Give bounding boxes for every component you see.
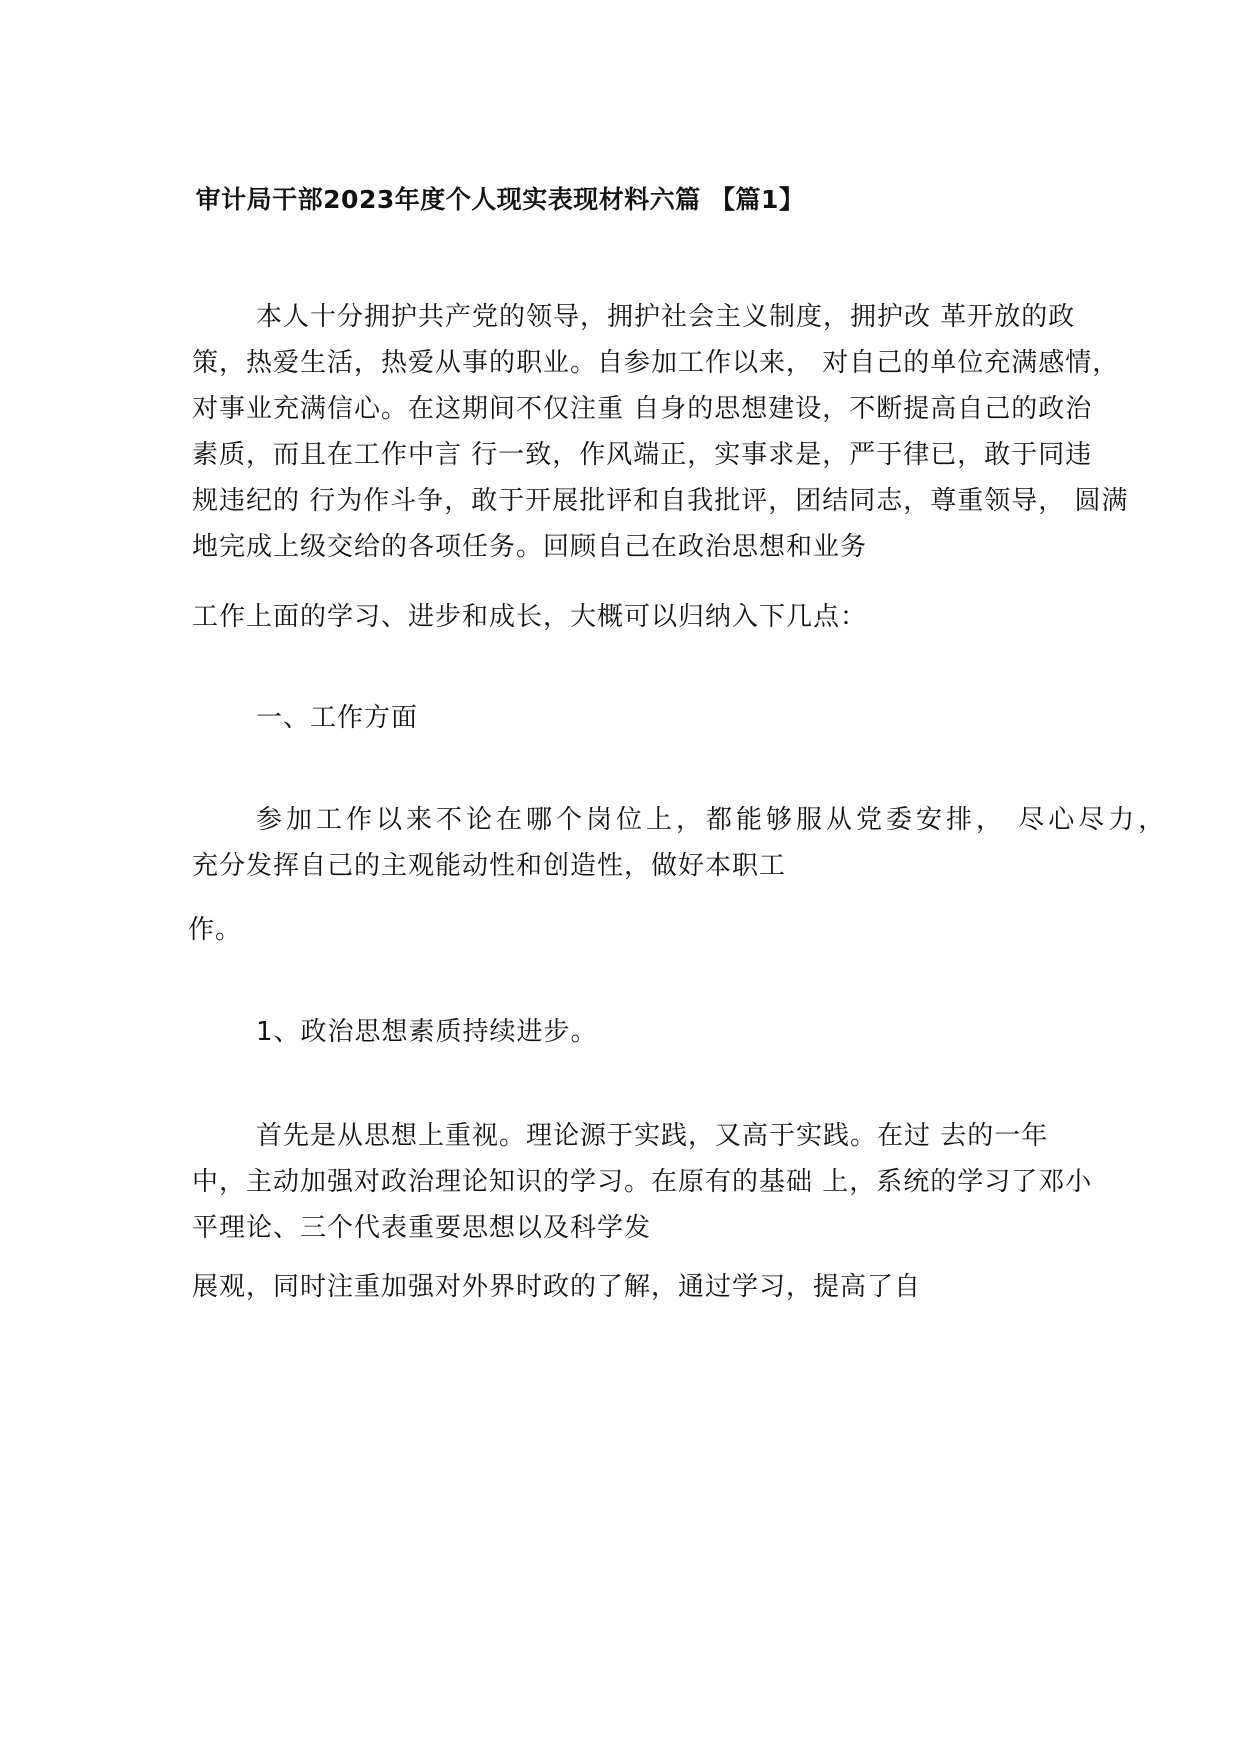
paragraph-3-line-1: 参加工作以来不论在哪个岗位上，都能够服从党委安排， 尽心尽力，	[256, 805, 1169, 835]
paragraph-1-line-3: 对事业充满信心。在这期间不仅注重 自身的思想建设，不断提高自己的政治	[192, 394, 1093, 424]
paragraph-1-line-2: 策，热爱生活，热爱从事的职业。自参加工作以来， 对自己的单位充满感情，	[192, 348, 1120, 378]
paragraph-1-line-6: 地完成上级交给的各项任务。回顾自己在政治思想和业务	[192, 532, 868, 562]
body-paragraph-3	[192, 797, 1169, 889]
subsection-heading-political-text: 1、政治思想素质持续进步。	[256, 1017, 598, 1047]
paragraph-4-line-1: 作。	[188, 915, 243, 945]
paragraph-2-line-1: 工作上面的学习、进步和成长，大概可以归纳入下几点：	[192, 602, 868, 632]
paragraph-6-line-1: 展观，同时注重加强对外界时政的了解，通过学习，提高了自	[192, 1272, 922, 1302]
paragraph-5-line-3: 平理论、三个代表重要思想以及科学发	[192, 1213, 652, 1243]
paragraph-3-line-2: 充分发挥自己的主观能动性和创造性，做好本职工	[192, 851, 787, 881]
body-paragraph-6	[192, 1264, 1072, 1310]
body-paragraph-5	[192, 1113, 1093, 1251]
paragraph-5-line-2: 中，主动加强对政治理论知识的学习。在原有的基础 上，系统的学习了邓小	[192, 1167, 1093, 1197]
paragraph-5-line-1: 首先是从思想上重视。理论源于实践，又高于实践。在过 去的一年	[256, 1121, 1049, 1151]
document-title: 审计局干部2023年度个人现实表现材料六篇 【篇1】	[195, 185, 805, 214]
subsection-heading-political	[192, 1009, 1072, 1055]
section-heading-work-text: 一、工作方面	[256, 703, 419, 733]
paragraph-1-line-4: 素质，而且在工作中言 行一致，作风端正，实事求是，严于律已，敢于同违	[192, 440, 1093, 470]
body-paragraph-2	[192, 594, 1072, 640]
body-paragraph-1	[192, 294, 1129, 570]
body-paragraph-4	[188, 907, 1068, 953]
paragraph-1-line-5: 规违纪的 行为作斗争，敢于开展批评和自我批评，团结同志，尊重领导， 圆满	[192, 486, 1129, 516]
paragraph-1-line-1: 本人十分拥护共产党的领导，拥护社会主义制度，拥护改 革开放的政	[256, 302, 1076, 332]
section-heading-work	[192, 695, 1072, 741]
